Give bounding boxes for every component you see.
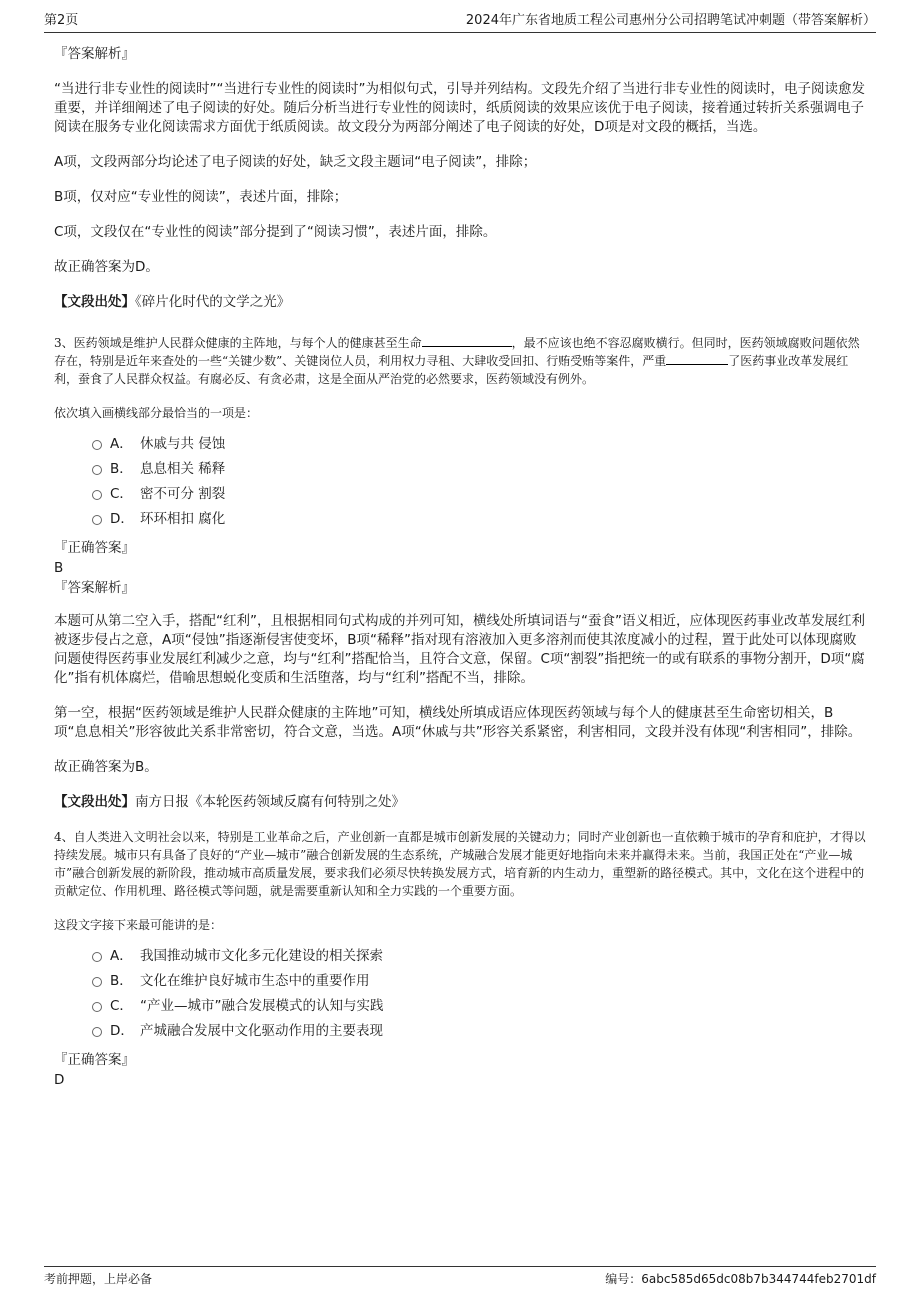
correct-answer: D bbox=[54, 1072, 65, 1088]
analysis-label: 『答案解析』 bbox=[54, 46, 135, 62]
footer-slogan: 考前押题，上岸必备 bbox=[44, 1272, 153, 1286]
question-3-stem bbox=[54, 334, 866, 388]
option-text: 息息相关 稀释 bbox=[140, 461, 226, 477]
option-text: 休戚与共 侵蚀 bbox=[140, 436, 226, 452]
option-text: 环环相扣 腐化 bbox=[140, 511, 226, 527]
radio-icon[interactable] bbox=[92, 465, 102, 475]
option-key: B． bbox=[110, 973, 133, 989]
source-text: 《碎片化时代的文学之光》 bbox=[135, 294, 291, 310]
option-key: B． bbox=[110, 461, 133, 477]
correct-answer-label: 『正确答案』 bbox=[54, 1052, 135, 1068]
option-key: A． bbox=[110, 948, 133, 964]
radio-icon[interactable] bbox=[92, 1002, 102, 1012]
analysis-paragraph-2: 第一空，根据“医药领域是维护人民群众健康的主阵地”可知，横线处所填成语应体现医药领域与每个人的健康甚至生命密切相关，B项“息息相关”形容彼此关系非常密切，符合文意，当选。A项“休戚与共”形容关系紧密，利害相同，文段并没有体现“利害相同”，排除。 bbox=[54, 705, 862, 740]
option-text: 文化在维护良好城市生态中的重要作用 bbox=[140, 973, 370, 989]
radio-icon[interactable] bbox=[92, 515, 102, 525]
radio-icon[interactable] bbox=[92, 1027, 102, 1037]
analysis-paragraph-1: 本题可从第二空入手，搭配“红利”，且根据相同句式构成的并列可知，横线处所填词语与“蚕食”语义相近，应体现医药事业改革发展红利被逐步侵占之意，A项“侵蚀”指逐渐侵害使变坏，B项“稀释”指对现有溶液加入更多溶剂而使其浓度减小的过程，置于此处可以体现腐败问题使得医药事业发展红利减少之意，均与“红利”搭配恰当，且符合文意，保留。C项“割裂”指把统一的或有联系的事物分割开，D项“腐化”指有机体腐烂，借喻思想蜕化变质和生活堕落，均与“红利”搭配不当，排除。 bbox=[54, 613, 865, 686]
option-key: C． bbox=[110, 998, 133, 1014]
option-b[interactable] bbox=[92, 457, 866, 482]
option-d[interactable] bbox=[92, 1019, 866, 1044]
option-key: D． bbox=[110, 1023, 134, 1039]
analysis-label: 『答案解析』 bbox=[54, 580, 135, 596]
document-body bbox=[54, 40, 866, 1090]
option-a[interactable] bbox=[92, 944, 866, 969]
source-text: 南方日报《本轮医药领域反腐有何特别之处》 bbox=[135, 794, 405, 810]
option-c[interactable] bbox=[92, 482, 866, 507]
source-label: 【文段出处】 bbox=[54, 794, 135, 810]
option-c[interactable] bbox=[92, 994, 866, 1019]
blank-1 bbox=[422, 334, 512, 347]
source-line bbox=[54, 293, 866, 312]
radio-icon[interactable] bbox=[92, 440, 102, 450]
answer-conclusion: 故正确答案为D。 bbox=[54, 259, 159, 275]
source-line bbox=[54, 793, 866, 812]
radio-icon[interactable] bbox=[92, 490, 102, 500]
option-text: 我国推动城市文化多元化建设的相关探索 bbox=[140, 948, 383, 964]
question-3-prompt: 依次填入画横线部分最恰当的一项是： bbox=[54, 406, 259, 420]
analysis-option-b: B项，仅对应“专业性的阅读”，表述片面，排除； bbox=[54, 189, 348, 205]
option-key: A． bbox=[110, 436, 133, 452]
option-text: 产城融合发展中文化驱动作用的主要表现 bbox=[140, 1023, 383, 1039]
option-key: D． bbox=[110, 511, 134, 527]
document-id: 编号：6abc585d65dc08b7b344744feb2701df bbox=[605, 1272, 876, 1286]
page-footer bbox=[44, 1266, 876, 1291]
radio-icon[interactable] bbox=[92, 952, 102, 962]
page-number: 第2页 bbox=[44, 13, 79, 28]
analysis-paragraph: “当进行非专业性的阅读时”“当进行专业性的阅读时”为相似句式，引导并列结构。文段先介绍了当进行非专业性的阅读时，电子阅读愈发重要，并详细阐述了电子阅读的好处。随后分析当进行专业性的阅读时，纸质阅读的效果应该优于电子阅读，接着通过转折关系强调电子阅读在服务专业化阅读需求方面优于纸质阅读。故文段分为两部分阐述了电子阅读的好处，D项是对文段的概括，当选。 bbox=[54, 81, 865, 135]
page-header bbox=[44, 10, 876, 33]
question-4-prompt: 这段文字接下来最可能讲的是： bbox=[54, 918, 223, 932]
option-a[interactable] bbox=[92, 432, 866, 457]
answer-conclusion: 故正确答案为B。 bbox=[54, 759, 158, 775]
analysis-option-a: A项，文段两部分均论述了电子阅读的好处，缺乏文段主题词“电子阅读”，排除； bbox=[54, 154, 537, 170]
source-label: 【文段出处】 bbox=[54, 294, 135, 310]
option-text: “产业—城市”融合发展模式的认知与实践 bbox=[140, 998, 384, 1014]
correct-answer-label: 『正确答案』 bbox=[54, 540, 135, 556]
document-title: 2024年广东省地质工程公司惠州分公司招聘笔试冲刺题（带答案解析） bbox=[465, 13, 876, 28]
question-4-stem: 4、自人类进入文明社会以来，特别是工业革命之后，产业创新一直都是城市创新发展的关键动力；同时产业创新也一直依赖于城市的孕育和庇护，才得以持续发展。城市只有具备了良好的“产业—城市”融合创新发展的生态系统，产城融合发展才能更好地指向未来并赢得未来。当前，我国正处在“产业—城市”融合创新发展的新阶段，推动城市高质量发展，要求我们必须尽快转换发展方式，培育新的内生动力，重塑新的路径模式。其中，文化在这个进程中的贡献定位、作用机理、路径模式等问题，就是需要重新认知和全力实践的一个重要方面。 bbox=[54, 830, 866, 898]
question-3-stem-part3: 了医药事业改革发展红利，蚕食了人民群众权益。有腐必反、有贪必肃，这是全面从严治党的必然要求，医药领域没有例外。 bbox=[54, 354, 849, 386]
option-b[interactable] bbox=[92, 969, 866, 994]
option-text: 密不可分 割裂 bbox=[140, 486, 226, 502]
correct-answer: B bbox=[54, 560, 64, 576]
analysis-option-c: C项，文段仅在“专业性的阅读”部分提到了“阅读习惯”，表述片面，排除。 bbox=[54, 224, 497, 240]
question-3-stem-part1: 3、医药领域是维护人民群众健康的主阵地，与每个人的健康甚至生命 bbox=[54, 336, 422, 350]
option-key: C． bbox=[110, 486, 133, 502]
radio-icon[interactable] bbox=[92, 977, 102, 987]
option-d[interactable] bbox=[92, 507, 866, 532]
question-4-options bbox=[54, 944, 866, 1044]
question-3-stem-part2: ，最不应该也绝不容忍腐败横行。但同时，医药领域腐败问题依然存在，特别是近年来查处的一些“关键少数”、关键岗位人员，利用权力寻租、大肆收受回扣、行贿受贿等案件，严重 bbox=[54, 336, 860, 368]
blank-2 bbox=[666, 352, 728, 365]
question-3-options bbox=[54, 432, 866, 532]
